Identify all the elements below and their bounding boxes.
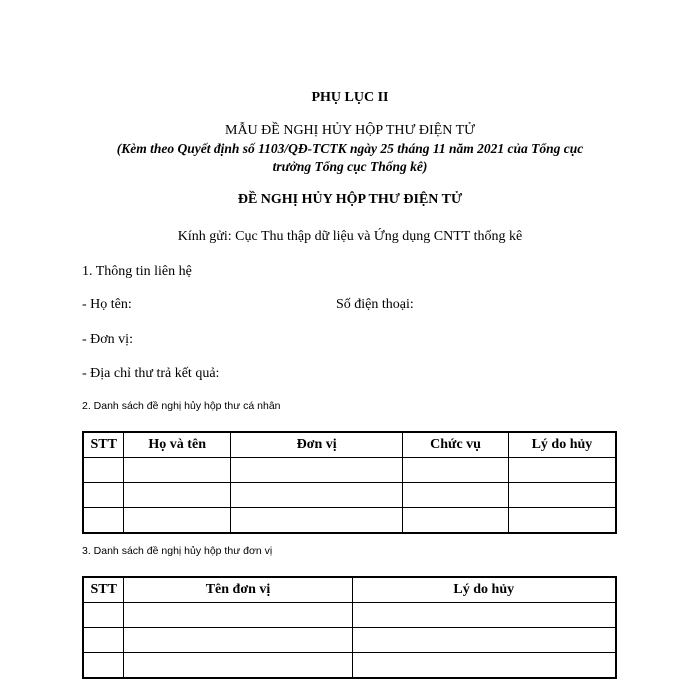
table-cell[interactable] — [124, 508, 231, 534]
table-cell[interactable] — [508, 458, 616, 483]
subtitle-line-1: (Kèm theo Quyết định số 1103/QĐ-TCTK ngày 25 tháng 11 năm 2021 của Tổng cục — [116, 141, 584, 156]
table-cell[interactable] — [124, 628, 352, 653]
table-row — [83, 603, 616, 628]
name-label: - Họ tên: — [82, 297, 132, 312]
document-heading: ĐỀ NGHỊ HỦY HỘP THƯ ĐIỆN TỬ — [237, 192, 463, 207]
column-header: Lý do hủy — [352, 577, 616, 603]
section-3-title: 3. Danh sách đề nghị hủy hộp thư đơn vị — [82, 545, 273, 557]
form-title: MẪU ĐỀ NGHỊ HỦY HỘP THƯ ĐIỆN TỬ — [225, 123, 475, 138]
column-header: Lý do hủy — [508, 432, 616, 458]
table-row — [83, 483, 616, 508]
column-header: Đơn vị — [230, 432, 402, 458]
table-cell[interactable] — [83, 603, 124, 628]
table-cell[interactable] — [352, 603, 616, 628]
table-cell[interactable] — [230, 508, 402, 534]
table-row — [83, 628, 616, 653]
table-cell[interactable] — [83, 628, 124, 653]
table-cell[interactable] — [124, 483, 231, 508]
table-cell[interactable] — [230, 483, 402, 508]
table-cell[interactable] — [508, 508, 616, 534]
table-cell[interactable] — [403, 483, 509, 508]
column-header: Tên đơn vị — [124, 577, 352, 603]
appendix-title: PHỤ LỤC II — [311, 90, 389, 105]
subtitle-line-2: trưởng Tổng cục Thống kê) — [272, 159, 428, 174]
phone-label: Số điện thoại: — [336, 297, 414, 312]
table-cell[interactable] — [403, 458, 509, 483]
section-2-title: 2. Danh sách đề nghị hủy hộp thư cá nhân — [82, 400, 281, 412]
column-header: STT — [83, 432, 124, 458]
table-cell[interactable] — [83, 458, 124, 483]
table-cell[interactable] — [83, 483, 124, 508]
table-cell[interactable] — [83, 508, 124, 534]
table-cell[interactable] — [83, 653, 124, 679]
table-cell[interactable] — [352, 628, 616, 653]
personal-mailbox-table — [82, 431, 617, 534]
table-cell[interactable] — [124, 458, 231, 483]
recipient-line: Kính gửi: Cục Thu thập dữ liệu và Ứng dụng CNTT thống kê — [177, 229, 523, 244]
table-header-row — [83, 577, 616, 603]
table-cell[interactable] — [352, 653, 616, 679]
table-cell[interactable] — [124, 653, 352, 679]
column-header: STT — [83, 577, 124, 603]
email-label: - Địa chỉ thư trả kết quả: — [82, 366, 220, 381]
column-header: Họ và tên — [124, 432, 231, 458]
table-cell[interactable] — [508, 483, 616, 508]
column-header: Chức vụ — [403, 432, 509, 458]
table-cell[interactable] — [230, 458, 402, 483]
table-row — [83, 508, 616, 534]
table-header-row — [83, 432, 616, 458]
table-row — [83, 653, 616, 679]
table-cell[interactable] — [403, 508, 509, 534]
table-cell[interactable] — [124, 603, 352, 628]
section-1-title: 1. Thông tin liên hệ — [82, 264, 192, 279]
unit-mailbox-table — [82, 576, 617, 679]
unit-label: - Đơn vị: — [82, 332, 133, 347]
table-row — [83, 458, 616, 483]
